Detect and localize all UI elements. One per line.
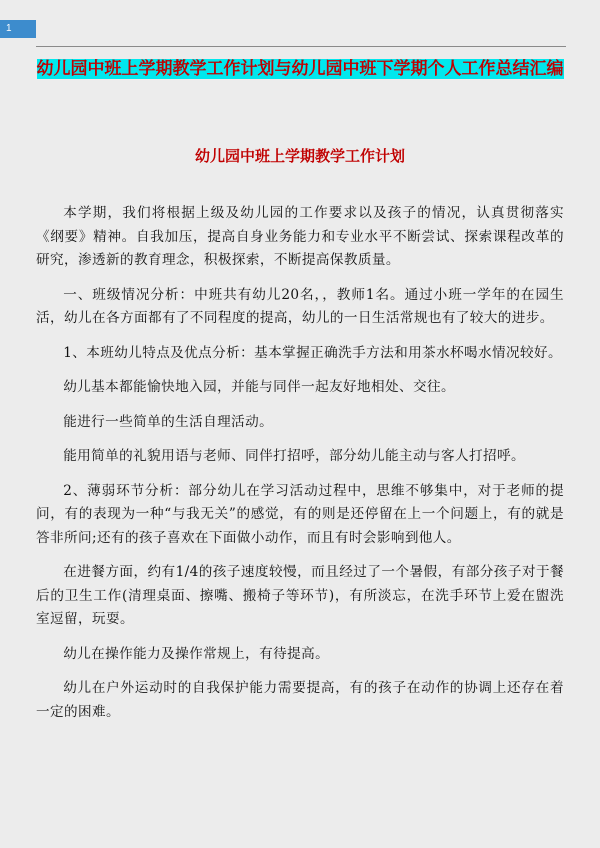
document-title bbox=[36, 58, 564, 80]
section-title: 幼儿园中班上学期教学工作计划 bbox=[194, 147, 405, 165]
paragraph: 1、本班幼儿特点及优点分析：基本掌握正确洗手方法和用茶水杯喝水情况较好。 bbox=[63, 344, 563, 361]
paragraph: 能用简单的礼貌用语与老师、同伴打招呼，部分幼儿能主动与客人打招呼。 bbox=[63, 448, 525, 464]
header-divider bbox=[36, 46, 566, 47]
document-body bbox=[36, 202, 564, 735]
paragraph: 在进餐方面，约有1/4的孩子速度较慢，而且经过了一个暑假，有部分孩子对于餐后的卫生工作(清理桌面、擦嘴、搬椅子等环节)，有所淡忘，在洗手环节上爱在盥洗室逗留，玩耍。 bbox=[36, 564, 564, 627]
paragraph: 幼儿在操作能力及操作常规上，有待提高。 bbox=[63, 645, 330, 662]
paragraph: 本学期，我们将根据上级及幼儿园的工作要求以及孩子的情况，认真贯彻落实《纲要》精神。自我加压，提高自身业务能力和专业水平不断尝试、探索课程改革的研究，渗透新的教育理念，积极探索，不断提高保教质量。 bbox=[36, 205, 564, 268]
paragraph: 幼儿在户外运动时的自我保护能力需要提高，有的孩子在动作的协调上还存在着一定的困难。 bbox=[36, 680, 564, 720]
paragraph: 幼儿基本都能愉快地入园，并能与同伴一起友好地相处、交往。 bbox=[63, 379, 456, 395]
paragraph: 2、薄弱环节分析：部分幼儿在学习活动过程中，思维不够集中，对于老师的提问，有的表现为一种“与我无关”的感觉，有的则是还停留在上一个问题上，有的就是答非所问;还有的孩子喜欢在下面做小动作，而且有时会影响到他人。 bbox=[36, 482, 564, 546]
document-title-text: 幼儿园中班上学期教学工作计划与幼儿园中班下学期个人工作总结汇编 bbox=[36, 59, 564, 79]
paragraph: 一、班级情况分析：中班共有幼儿20名，，教师1名。通过小班一学年的在园生活，幼儿在各方面都有了不同程度的提高，幼儿的一日生活常规也有了较大的进步。 bbox=[36, 286, 564, 326]
page-number-badge: 1 bbox=[0, 20, 36, 38]
paragraph: 能进行一些简单的生活自理活动。 bbox=[63, 413, 274, 430]
